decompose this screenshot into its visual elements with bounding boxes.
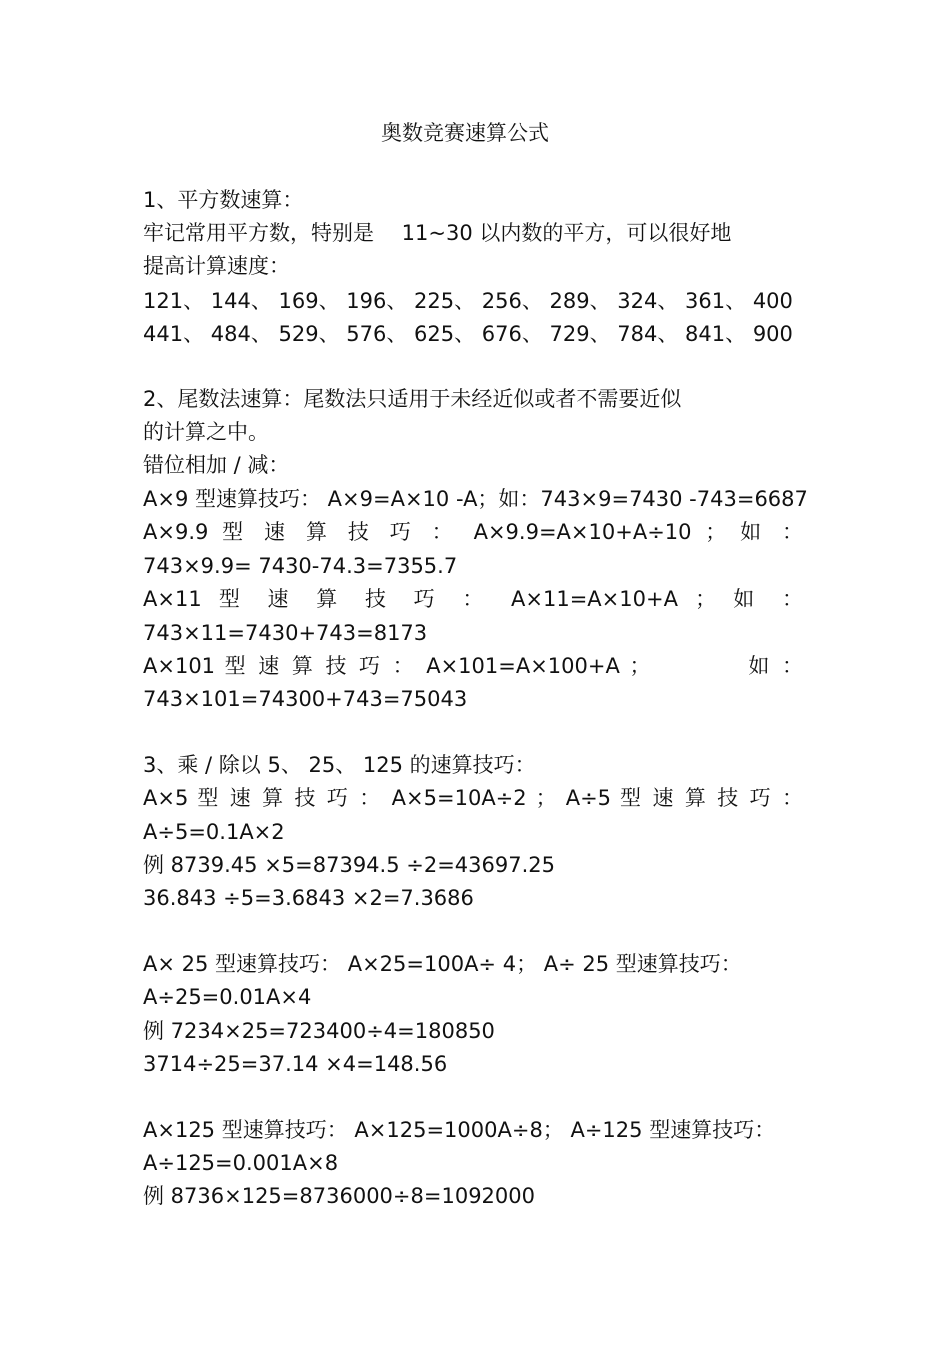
- formula-line: 743×101=74300+743=75043: [143, 687, 468, 711]
- example-line: 3714÷25=37.14 ×4=148.56: [143, 1052, 448, 1076]
- section-heading-tail-digit: 2、尾数法速算：尾数法只适用于未经近似或者不需要近似: [143, 387, 682, 411]
- example-line: 例 8736×125=8736000÷8=1092000: [143, 1184, 535, 1208]
- squares-list-line: 441、 484、 529、 576、 625、 676、 729、 784、 841、 900: [143, 322, 793, 346]
- formula-line: A×101 型 速 算 技 巧 ： A×101=A×100+A ； 如 ：: [143, 654, 803, 678]
- formula-line: A÷125=0.001A×8: [143, 1151, 339, 1175]
- text-line: 牢记常用平方数，特别是 11~30 以内数的平方，可以很好地: [143, 221, 732, 245]
- formula-line: A×125 型速算技巧： A×125=1000A÷8； A÷125 型速算技巧：: [143, 1118, 776, 1142]
- example-line: 36.843 ÷5=3.6843 ×2=7.3686: [143, 886, 474, 910]
- text-line: 提高计算速度：: [143, 254, 290, 278]
- formula-line: A÷5=0.1A×2: [143, 820, 285, 844]
- section-heading-multiply-divide: 3、乘 / 除以 5、 25、 125 的速算技巧：: [143, 753, 536, 777]
- formula-line: A×5 型 速 算 技 巧 ： A×5=10A÷2 ； A÷5 型 速 算 技 巧 ：: [143, 786, 803, 810]
- formula-line: A×11 型 速 算 技 巧 ： A×11=A×10+A ； 如 ：: [143, 587, 803, 611]
- text-line: 的计算之中。: [143, 420, 269, 444]
- example-line: 例 8739.45 ×5=87394.5 ÷2=43697.25: [143, 853, 556, 877]
- formula-line: A×9.9 型 速 算 技 巧 ： A×9.9=A×10+A÷10 ； 如 ：: [143, 520, 803, 544]
- formula-line: 743×9.9= 7430-74.3=7355.7: [143, 554, 458, 578]
- formula-line: 743×11=7430+743=8173: [143, 621, 428, 645]
- example-line: 例 7234×25=723400÷4=180850: [143, 1019, 495, 1043]
- formula-line: A×9 型速算技巧： A×9=A×10 -A；如：743×9=7430 -743=6687: [143, 487, 808, 511]
- formula-line: A× 25 型速算技巧： A×25=100A÷ 4； A÷ 25 型速算技巧：: [143, 952, 742, 976]
- subheading: 错位相加 / 减：: [143, 453, 290, 477]
- page-title: 奥数竞赛速算公式: [381, 121, 549, 145]
- squares-list-line: 121、 144、 169、 196、 225、 256、 289、 324、 361、 400: [143, 289, 793, 313]
- section-heading-squares: 1、平方数速算：: [143, 188, 304, 212]
- formula-line: A÷25=0.01A×4: [143, 985, 312, 1009]
